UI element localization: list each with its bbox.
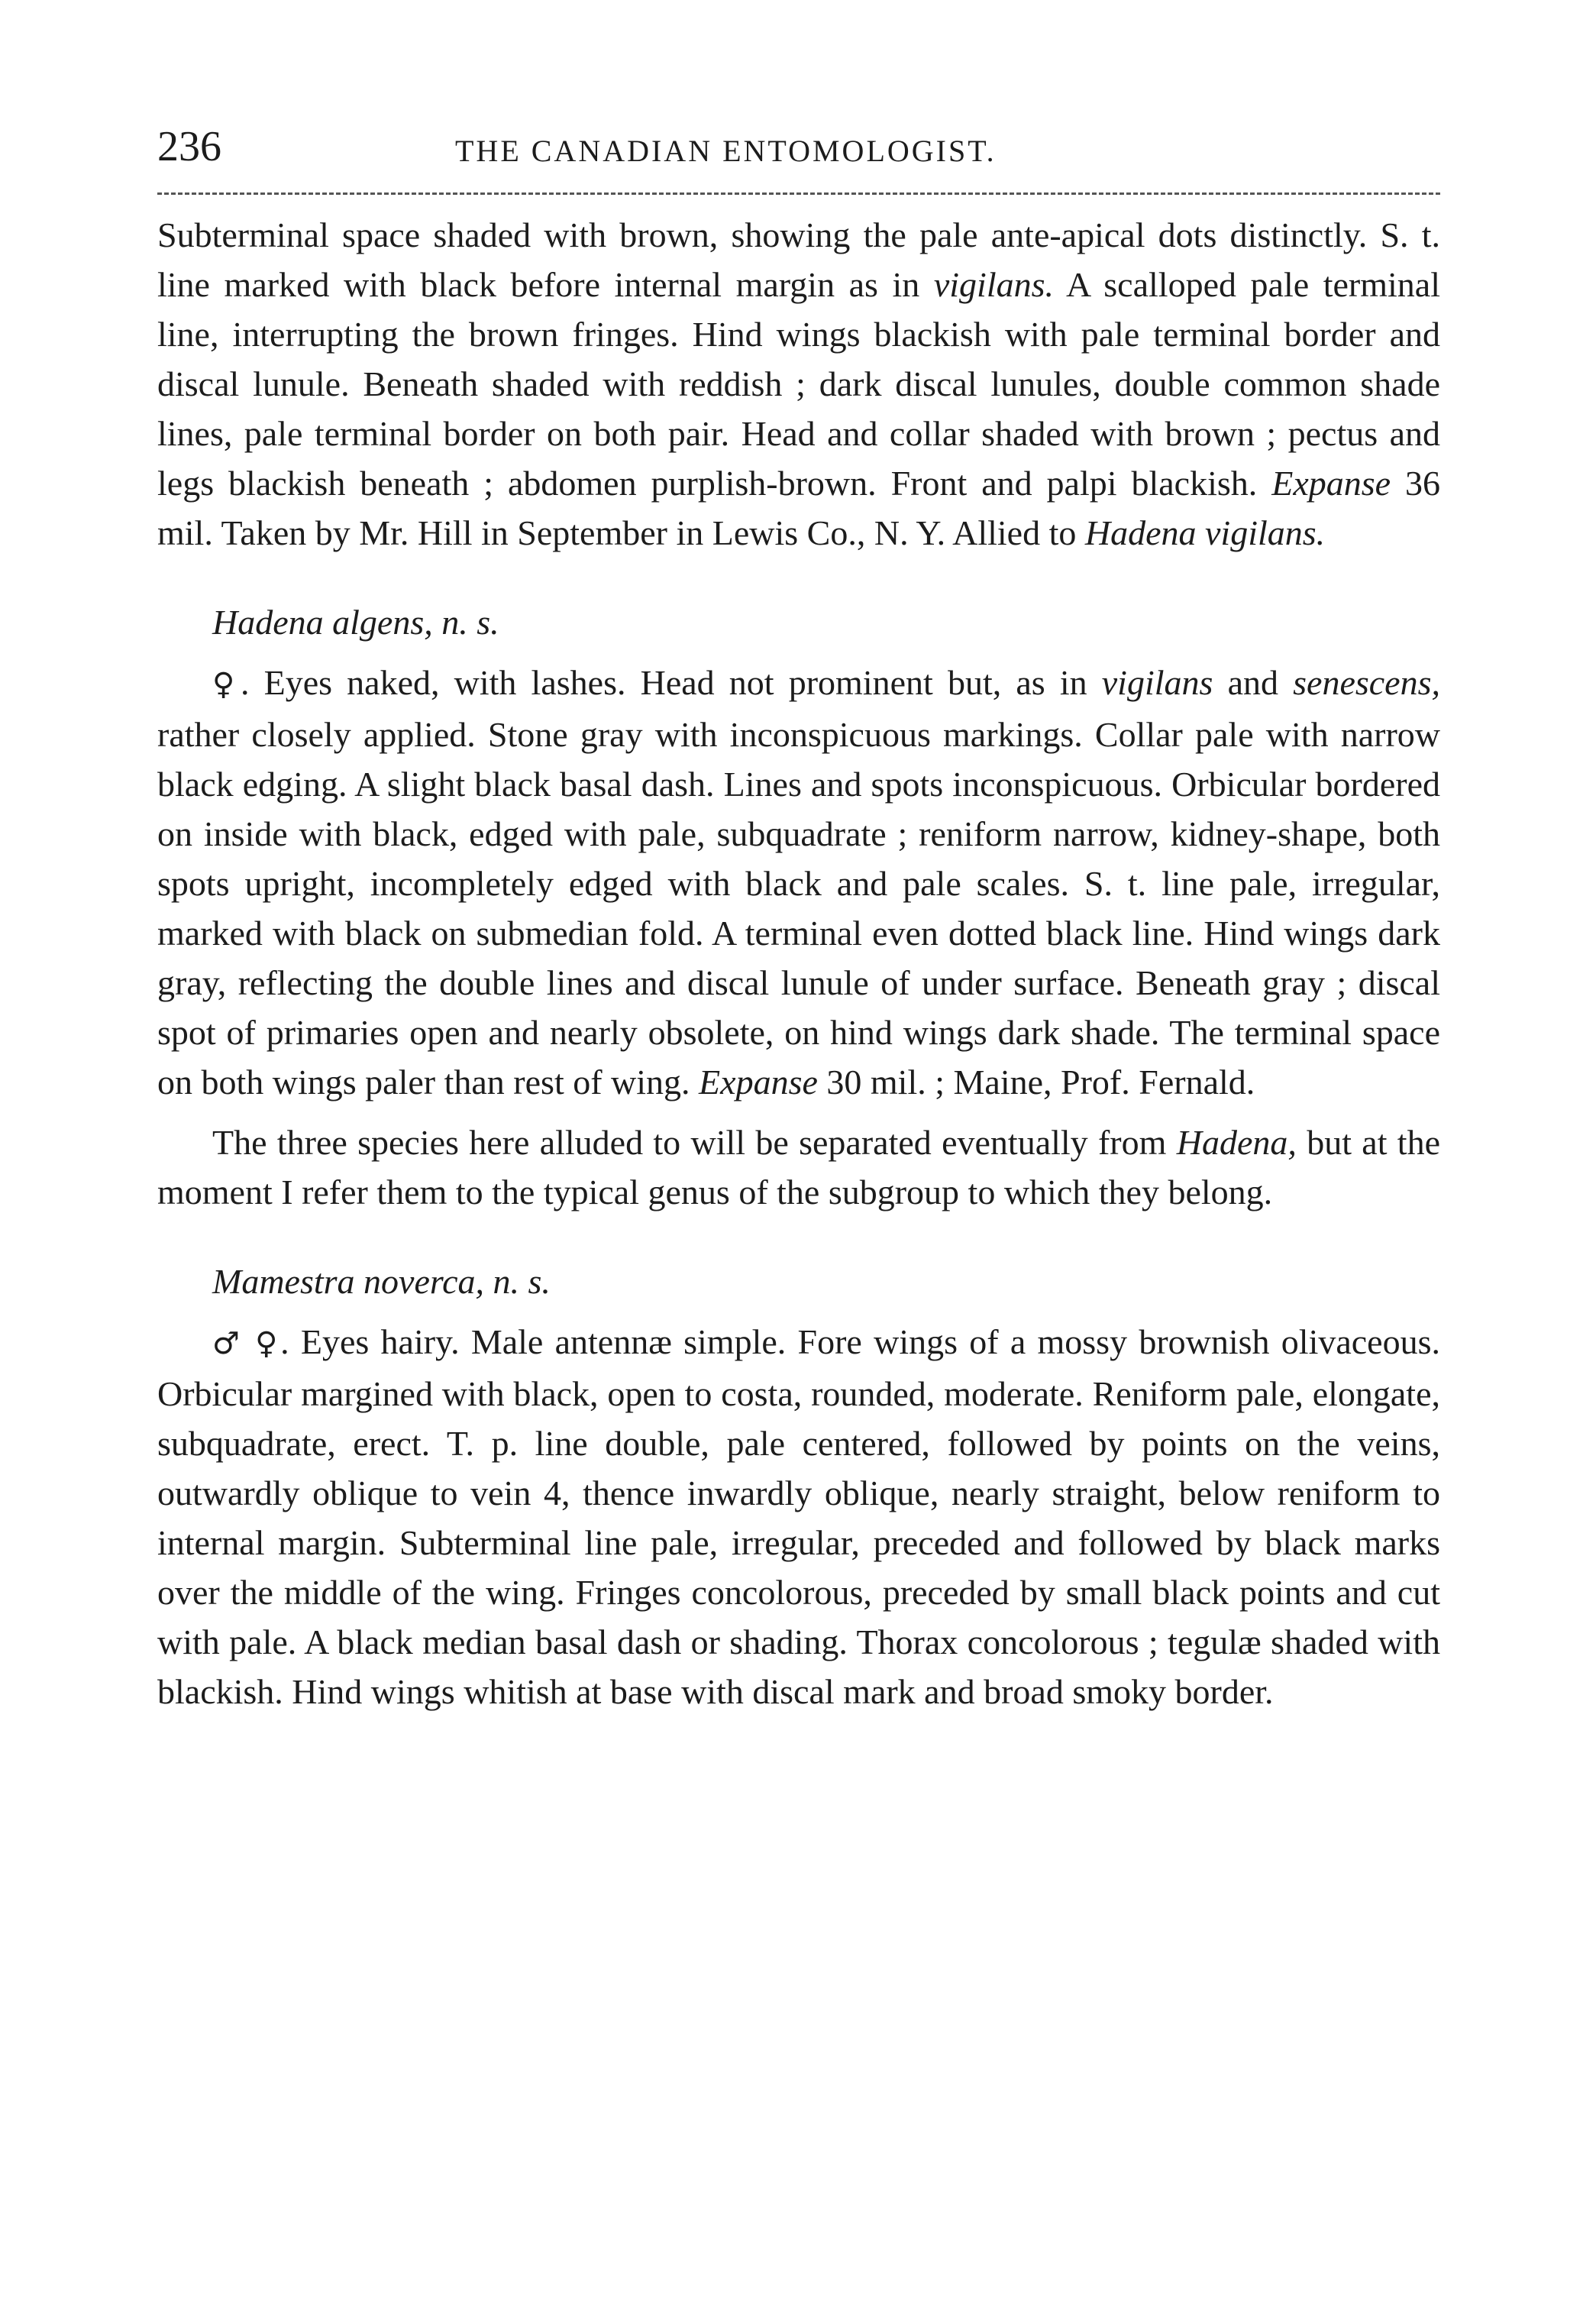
paragraph-mamestra-noverca — [157, 1317, 1440, 1716]
text-run: . Eyes hairy. Male antennæ simple. Fore wings of a mossy brownish olivaceous. Orbicular margined with black, open to costa, rounded, moderate. Reniform pale, elongate, subquadrate, erect. T. p. line double, pale centered, followed by points on the veins, outwardly oblique to vein 4, thence inwardly oblique, nearly straight, below reniform to internal margin. Subterminal line pale, irregular, preceded and followed by black marks over the middle of the wing. Fringes concolorous, preceded by small black points and cut with pale. A black median basal dash or shading. Thorax concolorous ; tegulæ shaded with blackish. Hind wings whitish at base with discal mark and broad smoky border. — [157, 1322, 1440, 1711]
text-run: 36 mil. Taken by Mr. Hill in September in Lewis Co., N. Y. Allied to — [157, 464, 1440, 552]
italic-run: Hadena, — [1176, 1123, 1297, 1162]
italic-run: Hadena vigilans. — [1084, 513, 1326, 552]
italic-run: vigilans. — [933, 265, 1055, 304]
text-run: rather closely applied. Stone gray with inconspicuous markings. Collar pale with narrow black edging. A slight black basal dash. Lines and spots inconspicuous. Orbicular bordered on inside with black, edged with pale, subquadrate ; reniform narrow, kidney-shape, both spots upright, incompletely edged with black and pale scales. S. t. line pale, irregular, marked with black on submedian fold. A terminal even dotted black line. Hind wings dark gray, reflecting the double lines and discal lunule of under surface. Beneath gray ; discal spot of primaries open and nearly obsolete, on hind wings dark shade. The terminal space on both wings paler than rest of wing. — [157, 715, 1440, 1101]
species-heading-mamestra-noverca: Mamestra noverca, n. s. — [212, 1262, 551, 1301]
running-head — [157, 122, 1440, 183]
header-rule — [157, 192, 1440, 195]
text-run: 30 mil. ; Maine, Prof. Fernald. — [817, 1063, 1255, 1101]
italic-run: Expanse — [699, 1063, 818, 1101]
text-run: Subterminal space shaded with brown, showing the pale ante-apical dots distinctly. S. t. line marked with black before internal margin as in — [157, 215, 1440, 304]
text-run: and — [1213, 663, 1294, 702]
italic-run: vigilans — [1101, 663, 1213, 702]
paragraph-species-note — [157, 1118, 1440, 1217]
species-heading-hadena-algens: Hadena algens, n. s. — [212, 603, 499, 642]
paragraph-continued-description — [157, 210, 1440, 558]
male-female-symbols: ♂ ♀ — [212, 1326, 281, 1361]
text-run: The three species here alluded to will be separated eventually from — [212, 1123, 1177, 1162]
italic-run: Expanse — [1271, 464, 1391, 503]
text-run: but at the moment I refer them to the typical genus of the subgroup to which they belong. — [157, 1123, 1440, 1211]
italic-run: senescens, — [1293, 663, 1440, 702]
paragraph-hadena-algens — [157, 658, 1440, 1107]
text-run: A scalloped pale terminal line, interrupting the brown fringes. Hind wings blackish with pale terminal border and discal lunule. Beneath shaded with reddish ; dark discal lunules, double common shade lines, pale terminal border on both pair. Head and collar shaded with brown ; pectus and legs blackish beneath ; abdomen purplish-brown. Front and palpi blackish. — [157, 265, 1440, 503]
journal-title: THE CANADIAN ENTOMOLOGIST. — [455, 134, 997, 168]
page-number: 236 — [157, 123, 221, 170]
female-symbol: ♀ — [212, 667, 241, 702]
text-run: . Eyes naked, with lashes. Head not prominent but, as in — [240, 663, 1102, 702]
journal-page — [157, 122, 1440, 2261]
